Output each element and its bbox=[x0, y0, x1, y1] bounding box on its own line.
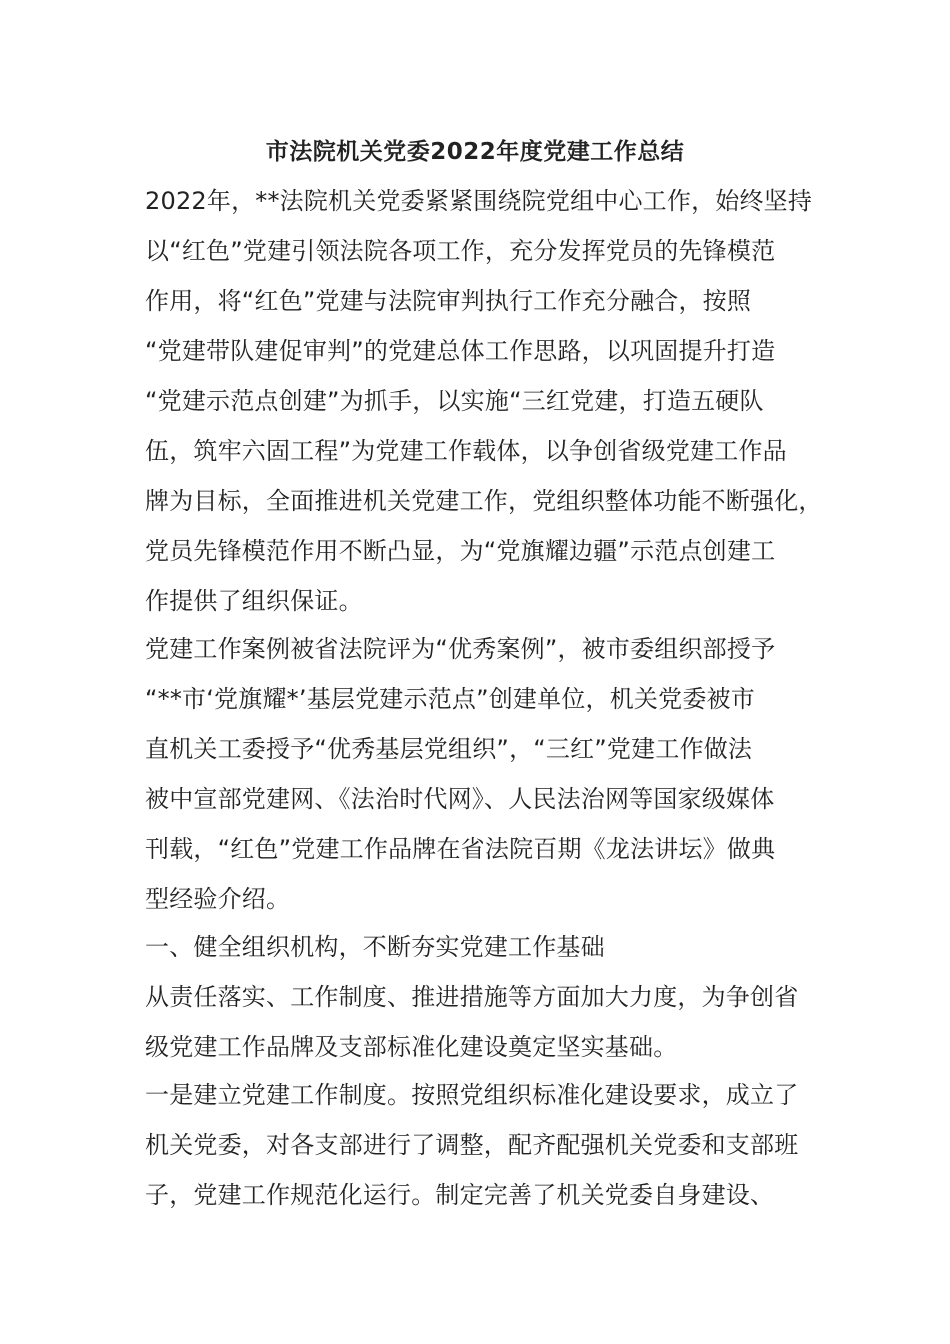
document-title: 市法院机关党委2022年度党建工作总结 bbox=[265, 139, 685, 165]
body-line: 级党建工作品牌及支部标准化建设奠定坚实基础。 bbox=[145, 1033, 678, 1061]
section-heading: 一、健全组织机构，不断夯实党建工作基础 bbox=[145, 933, 605, 961]
body-line: “党建示范点创建”为抓手，以实施“三红党建，打造五硬队 bbox=[145, 387, 764, 415]
body-line: 直机关工委授予“优秀基层党组织”，“三红”党建工作做法 bbox=[145, 735, 753, 763]
body-line: 型经验介绍。 bbox=[145, 885, 291, 913]
body-line: 子，党建工作规范化运行。制定完善了机关党委自身建设、 bbox=[145, 1181, 775, 1209]
body-line: 党建工作案例被省法院评为“优秀案例”，被市委组织部授予 bbox=[145, 635, 776, 663]
body-line: 作提供了组织保证。 bbox=[145, 587, 363, 615]
body-line: 刊载，“红色”党建工作品牌在省法院百期《龙法讲坛》做典 bbox=[145, 835, 776, 863]
body-line: “党建带队建促审判”的党建总体工作思路，以巩固提升打造 bbox=[145, 337, 776, 365]
body-line: 伍，筑牢六固工程”为党建工作载体，以争创省级党建工作品 bbox=[145, 437, 787, 465]
body-line: 机关党委，对各支部进行了调整，配齐配强机关党委和支部班 bbox=[145, 1131, 799, 1159]
body-line: 党员先锋模范作用不断凸显，为“党旗耀边疆”示范点创建工 bbox=[145, 537, 776, 565]
body-line: 牌为目标，全面推进机关党建工作，党组织整体功能不断强化， bbox=[145, 487, 823, 515]
body-line: 一是建立党建工作制度。按照党组织标准化建设要求，成立了 bbox=[145, 1081, 799, 1109]
body-line: 从责任落实、工作制度、推进措施等方面加大力度，为争创省 bbox=[145, 983, 799, 1011]
body-line: “**市‘党旗耀*’基层党建示范点”创建单位，机关党委被市 bbox=[145, 685, 755, 713]
body-line: 作用，将“红色”党建与法院审判执行工作充分融合，按照 bbox=[145, 287, 752, 315]
body-line: 被中宣部党建网、《法治时代网》、人民法治网等国家级媒体 bbox=[145, 785, 775, 813]
body-line: 2022年，**法院机关党委紧紧围绕院党组中心工作，始终坚持 bbox=[145, 187, 813, 215]
body-line: 以“红色”党建引领法院各项工作，充分发挥党员的先锋模范 bbox=[145, 237, 776, 265]
